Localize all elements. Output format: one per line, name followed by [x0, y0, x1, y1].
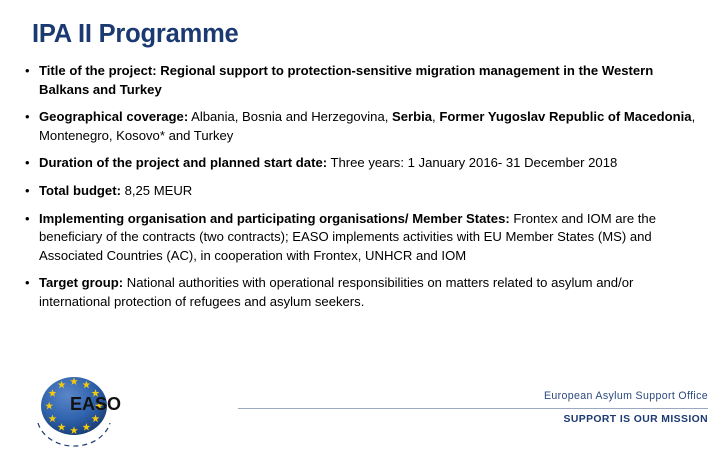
bullet-duration-text	[39, 154, 698, 173]
bullet-label: Geographical coverage:	[39, 109, 189, 125]
footer-divider	[238, 408, 708, 409]
slide-footer	[0, 376, 720, 450]
bullet-label: Target group:	[39, 275, 124, 291]
bullet-label: Total budget:	[39, 182, 121, 198]
footer-text-block	[238, 390, 708, 425]
bullet-label: Implementing organisation and participating organisations/ Member States:	[39, 210, 510, 226]
bullet-title-of-the-project	[22, 62, 698, 99]
bullet-label: Title of the project:	[39, 63, 157, 78]
bullet-title-of-the-project-text	[39, 62, 698, 99]
bullet-value: Albania, Bosnia and Herzegovina, Serbia, Former Yugoslav Republic of Macedonia, Montenegro, Kosovo* and Turkey	[39, 109, 696, 143]
bullet-value: Frontex and IOM are the beneficiary of the contracts (two contracts); EASO implements activities with EU Member States (MS) and Associated Countries (AC), in cooperation with Frontex, UNHCR and IOM	[39, 210, 657, 263]
bullet-target-group-text	[39, 274, 698, 311]
easo-logo-svg	[28, 376, 144, 450]
bullet-duration	[22, 154, 698, 173]
bullet-value: National authorities with operational responsibilities on matters related to asylum and/or international protection of refugees and asylum seekers.	[39, 275, 634, 309]
bullet-total-budget-text	[39, 182, 698, 201]
bullet-target-group	[22, 274, 698, 311]
bullet-value: Three years: 1 January 2016- 31 December 2018	[327, 155, 618, 171]
bullet-value: 8,25 MEUR	[120, 182, 193, 198]
bullet-marker-icon: •	[25, 210, 30, 226]
bullet-geographical-coverage	[22, 108, 698, 145]
organisation-name: European Asylum Support Office	[543, 390, 708, 402]
easo-logo-wordmark: EASO	[70, 394, 122, 414]
bullet-label: Duration of the project and planned start date:	[39, 155, 328, 171]
bullet-implementing-organisation-text	[39, 210, 698, 266]
bullet-marker-icon: •	[25, 275, 30, 291]
footer-tagline: SUPPORT IS OUR MISSION	[563, 414, 708, 425]
bullet-marker-icon: •	[25, 63, 30, 78]
bullet-total-budget	[22, 182, 698, 201]
easo-logo	[28, 376, 144, 450]
bullet-implementing-organisation	[22, 210, 698, 266]
bullet-marker-icon: •	[25, 155, 30, 171]
bullet-marker-icon: •	[25, 109, 30, 125]
bullet-marker-icon: •	[25, 182, 30, 198]
bullet-geographical-coverage-text	[39, 108, 698, 145]
bullet-value: Regional support to protection-sensitive migration management in the Western Balkans and Turkey	[39, 63, 654, 97]
bullet-list	[22, 62, 698, 312]
page-title: IPA II Programme	[32, 20, 239, 48]
